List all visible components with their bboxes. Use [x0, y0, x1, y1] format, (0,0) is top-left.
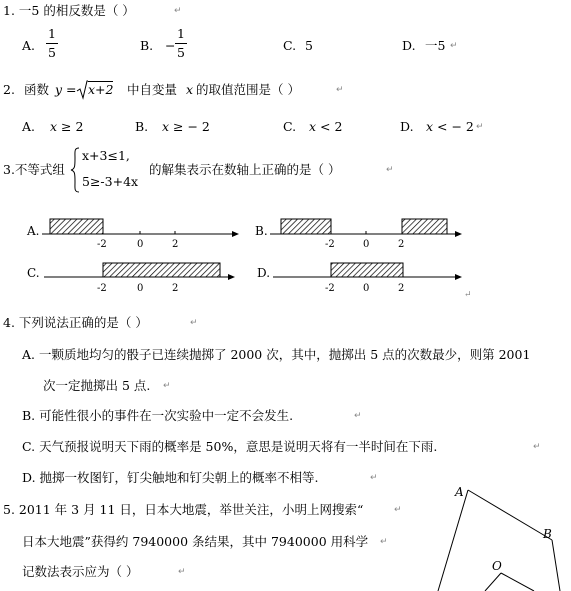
q1-option-b-fraction	[175, 28, 187, 59]
q2-radicand: x+2	[88, 82, 114, 97]
line-d-shaded-region	[331, 263, 403, 277]
geometry-figure	[410, 470, 571, 591]
return-mark-icon: ↵	[476, 122, 484, 132]
q4-option-a-line2: 次一定抛掷出 5 点.	[43, 378, 151, 393]
line-d-tick-m2: -2	[325, 283, 335, 294]
q1-option-a-letter: A.	[22, 38, 36, 53]
q3-inequality-2: 5≥-3+4x	[82, 174, 139, 189]
segment-o-left	[485, 573, 501, 591]
line-c-arrow-icon	[228, 274, 235, 280]
q1-option-a-numerator: 1	[46, 28, 58, 44]
line-c-tick-m2: -2	[97, 283, 107, 294]
line-b-arrow-icon	[455, 231, 462, 237]
line-a-tick-0: 0	[137, 239, 144, 250]
q2-option-a-var: x	[50, 119, 58, 134]
return-mark-icon: ↵	[178, 567, 186, 577]
q1-option-c-text: 5	[305, 38, 313, 53]
q1-option-b-numerator: 1	[175, 28, 187, 44]
line-a-tick-2: 2	[172, 239, 179, 250]
q2-option-b-letter: B.	[135, 119, 149, 134]
line-c-tick-0: 0	[137, 283, 144, 294]
q3-pre: 3.不等式组	[3, 162, 65, 177]
q3-post: 的解集表示在数轴上正确的是（ ）	[149, 162, 341, 177]
segment-a-b	[468, 490, 552, 540]
line-b-tick-m2: -2	[325, 239, 335, 250]
return-mark-icon: ↵	[380, 537, 388, 547]
return-mark-icon: ↵	[174, 6, 182, 16]
q2-option-d-rel: < − 2	[437, 119, 474, 134]
q2-option-c-var: x	[309, 119, 317, 134]
line-d-label: D.	[257, 266, 271, 280]
return-mark-icon: ↵	[450, 41, 458, 51]
sqrt-icon	[76, 79, 88, 101]
return-mark-icon: ↵	[163, 381, 171, 391]
q4-option-c: C. 天气预报说明天下雨的概率是 50%，意思是说明天将有一半时间在下雨.	[22, 439, 438, 454]
point-o-label: O	[492, 559, 502, 573]
q4-option-b: B. 可能性很小的事件在一次实验中一定不会发生.	[22, 408, 294, 423]
q2-option-d-var: x	[426, 119, 434, 134]
line-a-shaded-region	[50, 219, 103, 234]
q2-func-y: y	[55, 82, 63, 97]
q4-option-d: D. 抛掷一枚图钉，钉尖触地和钉尖朝上的概率不相等.	[22, 470, 319, 485]
line-b-shaded-left	[281, 219, 331, 234]
q2-func-eq: =	[66, 82, 77, 97]
line-c-label: C.	[27, 266, 40, 280]
q2-mid: 中自变量	[127, 82, 178, 97]
line-b-tick-0: 0	[363, 239, 370, 250]
q2-option-c-rel: < 2	[320, 119, 343, 134]
line-a-arrow-icon	[232, 231, 239, 237]
number-lines-figure	[0, 205, 571, 300]
line-a-label: A.	[27, 224, 40, 238]
segment-a-down	[438, 490, 468, 591]
left-brace-icon	[70, 147, 80, 193]
line-b-shaded-right	[402, 219, 447, 234]
line-d-arrow-icon	[455, 274, 462, 280]
line-b-tick-2: 2	[398, 239, 405, 250]
q2-option-d-letter: D.	[400, 119, 414, 134]
line-d-tick-2: 2	[398, 283, 405, 294]
q1-option-d-letter: D.	[402, 38, 416, 53]
q1-option-b-letter: B.	[140, 38, 154, 53]
q2-option-a-rel: ≥ 2	[61, 119, 84, 134]
q1-option-b-denominator: 5	[177, 44, 185, 60]
return-mark-icon: ↵	[386, 165, 394, 175]
q5-line1: 5. 2011 年 3 月 11 日，日本大地震，举世关注，小明上网搜索“	[3, 502, 364, 517]
return-mark-icon: ↵	[354, 411, 362, 421]
q1-option-b-sign: −	[165, 38, 176, 53]
line-b-label: B.	[255, 224, 268, 238]
segment-o-right	[501, 573, 534, 591]
q2-post: 的取值范围是（ ）	[196, 82, 300, 97]
q2-option-b-rel: ≥ − 2	[173, 119, 210, 134]
q2-pre: 函数	[24, 82, 50, 97]
q1-stem: 1. 一5 的相反数是（ ）	[3, 3, 135, 18]
q1-option-a-denominator: 5	[48, 44, 56, 60]
line-c-tick-2: 2	[172, 283, 179, 294]
q1-option-d-text: 一5	[425, 38, 446, 53]
q2-option-c-letter: C.	[283, 119, 297, 134]
point-b-label: B	[543, 527, 552, 541]
point-a-label: A	[455, 485, 464, 499]
return-mark-icon: ↵	[336, 85, 344, 95]
segment-b-down	[552, 540, 560, 591]
q2-option-b-var: x	[162, 119, 170, 134]
line-c-shaded-region	[103, 263, 220, 277]
q4-stem: 4. 下列说法正确的是（ ）	[3, 315, 148, 330]
line-d-tick-0: 0	[363, 283, 370, 294]
q2-number: 2.	[3, 82, 15, 97]
q4-option-a-line1: A. 一颗质地均匀的骰子已连续抛掷了 2000 次，其中，抛掷出 5 点的次数最少，则第 2001	[22, 347, 531, 362]
q2-option-a-letter: A.	[22, 119, 36, 134]
return-mark-icon: ↵	[394, 505, 402, 515]
return-mark-icon: ↵	[370, 473, 378, 483]
line-a-tick-m2: -2	[97, 239, 107, 250]
q1-option-c-letter: C.	[283, 38, 297, 53]
q3-inequality-1: x+3≤1,	[82, 148, 130, 163]
q2-var-x: x	[186, 82, 194, 97]
q1-option-a-fraction	[46, 28, 58, 59]
return-mark-icon: ↵	[533, 442, 541, 452]
q5-line2: 日本大地震”获得约 7940000 条结果，其中 7940000 用科学	[22, 534, 369, 549]
q5-line3: 记数法表示应为（ ）	[22, 564, 139, 579]
return-mark-icon: ↵	[464, 290, 472, 300]
return-mark-icon: ↵	[190, 318, 198, 328]
